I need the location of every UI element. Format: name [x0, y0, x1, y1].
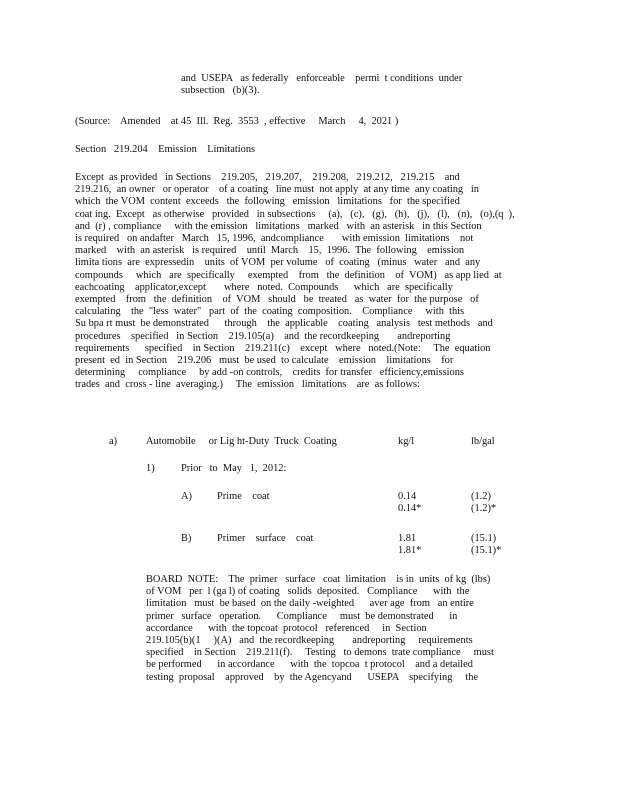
text-line: procedures specified in Section 219.105(a) and the recordkeeping andreporting	[75, 330, 451, 342]
coating-letter: A)	[181, 491, 192, 502]
limit-lbgal: (15.1)	[471, 533, 497, 544]
limit-kgl: 1.81	[398, 533, 417, 544]
text-line: requirements specified in Section 219.211(c) except where noted.(Note: The equation	[75, 342, 491, 354]
text-line: accordance with the topcoat protocol referenced in Section	[146, 622, 427, 634]
text-line: primer surface operation. Compliance must be demonstrated in	[146, 610, 458, 622]
text-line: limita tions are expressedin units of VOM per volume of coating (minus water and any	[75, 257, 481, 269]
text-line: which the VOM content exceeds the following emission limitations for the specified	[75, 196, 460, 208]
text-line: coat ing. Except as otherwise provided in subsections (a), (c), (g), (h), (j), (l), (n), (o),(q ),	[75, 208, 515, 220]
board-note	[146, 574, 494, 684]
limit-kgl-asterisk: 1.81*	[398, 545, 422, 556]
item-number: 1)	[146, 463, 155, 474]
text-line: present ed in Section 219.206 must be used to calculate emission limitations for	[75, 355, 454, 367]
period-title: Prior to May 1, 2012:	[181, 463, 287, 474]
unit-header-lbgal: lb/gal	[471, 436, 495, 447]
section-heading: Section 219.204 Emission Limitations	[75, 144, 256, 155]
subsection-title: Automobile or Lig ht-Duty Truck Coating	[146, 436, 337, 447]
text-line: be performed in accordance with the topcoa t protocol and a detailed	[146, 659, 473, 671]
text-line: of VOM per l (ga l) of coating solids deposited. Compliance with the	[146, 586, 470, 598]
text-line: calculating the "less water" part of the coating composition. Compliance with this	[75, 306, 465, 318]
intro-paragraph	[75, 172, 515, 392]
limit-kgl-asterisk: 0.14*	[398, 503, 422, 514]
unit-header-kgl: kg/l	[398, 436, 415, 447]
text-line: and USEPA as federally enforceable permi t conditions under	[181, 73, 463, 84]
text-line: trades and cross - line averaging.) The emission limitations are as follows:	[75, 379, 420, 391]
text-line: limitation must be based on the daily -weighted aver age from an entire	[146, 598, 474, 610]
text-line: compounds which are specifically exempted from the definition of VOM) as app lied at	[75, 269, 502, 281]
text-line: marked with an asterisk is required until March 15, 1996. The following emission	[75, 245, 465, 257]
text-line: Su bpa rt must be demonstrated through the applicable coating analysis test methods and	[75, 318, 493, 330]
text-line: testing proposal approved by the Agencyand USEPA specifying the	[146, 671, 479, 683]
text-line: BOARD NOTE: The primer surface coat limitation is in units of kg (lbs)	[146, 574, 491, 585]
coating-name: Prime coat	[217, 491, 270, 502]
limit-lbgal-asterisk: (15.1)*	[471, 545, 502, 556]
text-line: 219.105(b)(1 )(A) and the recordkeeping andreporting requirements	[146, 635, 473, 647]
limit-lbgal-asterisk: (1.2)*	[471, 503, 497, 514]
text-line: specified in Section 219.211(f). Testing to demons trate compliance must	[146, 647, 494, 659]
text-line: and (r) , compliance with the emission limitations marked with an asterisk in this Section	[75, 220, 482, 232]
text-line: subsection (b)(3).	[181, 85, 260, 97]
text-line: determining compliance by add -on controls, credits for transfer efficiency,emissions	[75, 367, 464, 379]
text-line: eachcoating applicator,except where noted. Compounds which are specifically	[75, 281, 453, 293]
coating-name: Primer surface coat	[217, 533, 314, 544]
limit-lbgal: (1.2)	[471, 491, 491, 502]
text-line: Except as provided in Sections 219.205, 219.207, 219.208, 219.212, 219.215 and	[75, 172, 460, 183]
coating-letter: B)	[181, 533, 192, 544]
continued-text	[181, 73, 462, 97]
text-line: is required on andafter March 15, 1996, andcompliance with emission limitations not	[75, 233, 474, 245]
limit-kgl: 0.14	[398, 491, 417, 502]
subsection-label: a)	[109, 436, 118, 447]
source-note: (Source: Amended at 45 Ill. Reg. 3553 , effective March 4, 2021 )	[75, 116, 399, 127]
text-line: 219.216, an owner or operator of a coating line must not apply at any time any coating in	[75, 184, 479, 196]
text-line: exempted from the definition of VOM should be treated as water for the purpose of	[75, 294, 479, 306]
